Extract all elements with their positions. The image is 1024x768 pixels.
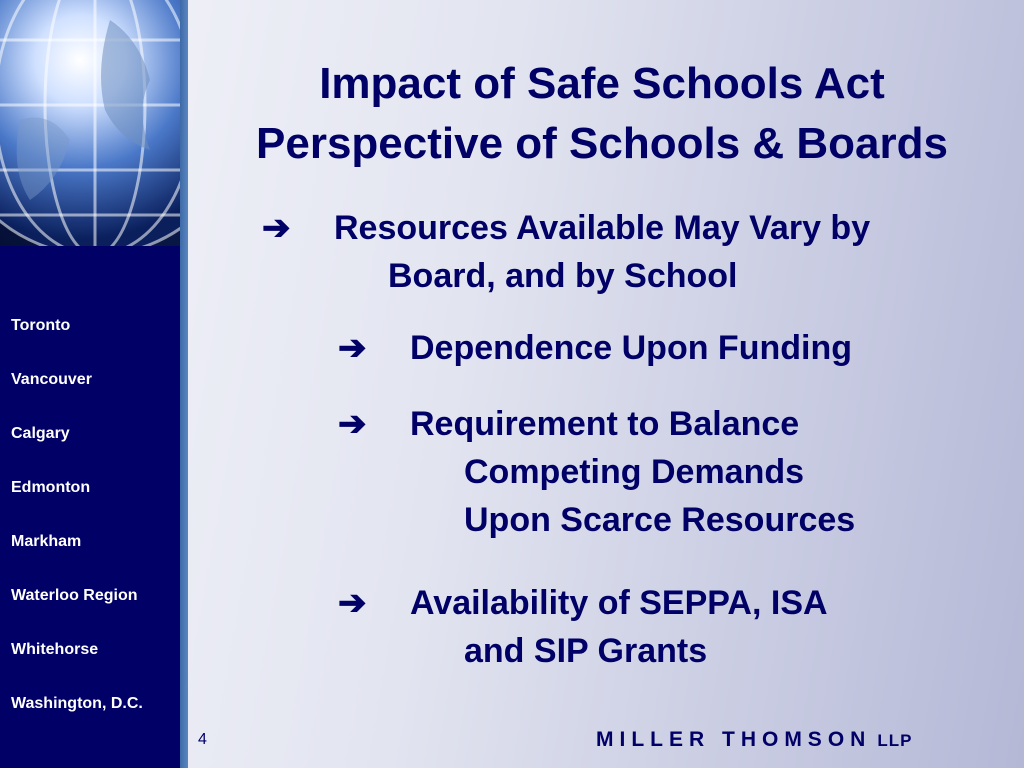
bullet-text: Dependence Upon Funding [410, 329, 852, 367]
firm-suffix: LLP [877, 731, 913, 750]
office-locations-list [11, 316, 143, 748]
globe-image [0, 0, 180, 246]
bullet-balance [338, 400, 855, 544]
city-item: Washington, D.C. [11, 695, 143, 712]
bullet-resources [262, 204, 870, 300]
city-item: Markham [11, 533, 82, 550]
title-line-1: Impact of Safe Schools Act [319, 59, 885, 108]
bullet-text-continued: Competing Demands [464, 453, 805, 491]
slide-title [190, 54, 1014, 174]
bullet-text: Requirement to Balance [410, 405, 800, 443]
firm-name: MILLER THOMSON [596, 728, 872, 751]
bullet-funding [338, 324, 852, 372]
city-item: Toronto [11, 317, 71, 334]
arrow-right-icon: ➔ [338, 584, 367, 622]
sidebar-stripe [180, 0, 188, 768]
arrow-right-icon: ➔ [338, 329, 367, 367]
city-item: Vancouver [11, 371, 92, 388]
bullet-text-continued: Upon Scarce Resources [464, 501, 856, 539]
bullet-text-continued: and SIP Grants [464, 632, 708, 670]
bullet-text-continued: Board, and by School [388, 257, 738, 295]
page-number: 4 [198, 731, 207, 748]
sidebar [0, 0, 180, 768]
city-item: Whitehorse [11, 641, 99, 658]
bullet-text: Availability of SEPPA, ISA [410, 584, 828, 622]
city-item: Waterloo Region [11, 587, 138, 604]
city-item: Edmonton [11, 479, 91, 496]
title-line-2: Perspective of Schools & Boards [256, 119, 948, 168]
bullet-grants [338, 579, 828, 675]
arrow-right-icon: ➔ [338, 405, 367, 443]
city-item: Calgary [11, 425, 70, 442]
firm-logo-text [596, 728, 912, 752]
arrow-right-icon: ➔ [262, 209, 291, 247]
bullet-text: Resources Available May Vary by [334, 209, 871, 247]
